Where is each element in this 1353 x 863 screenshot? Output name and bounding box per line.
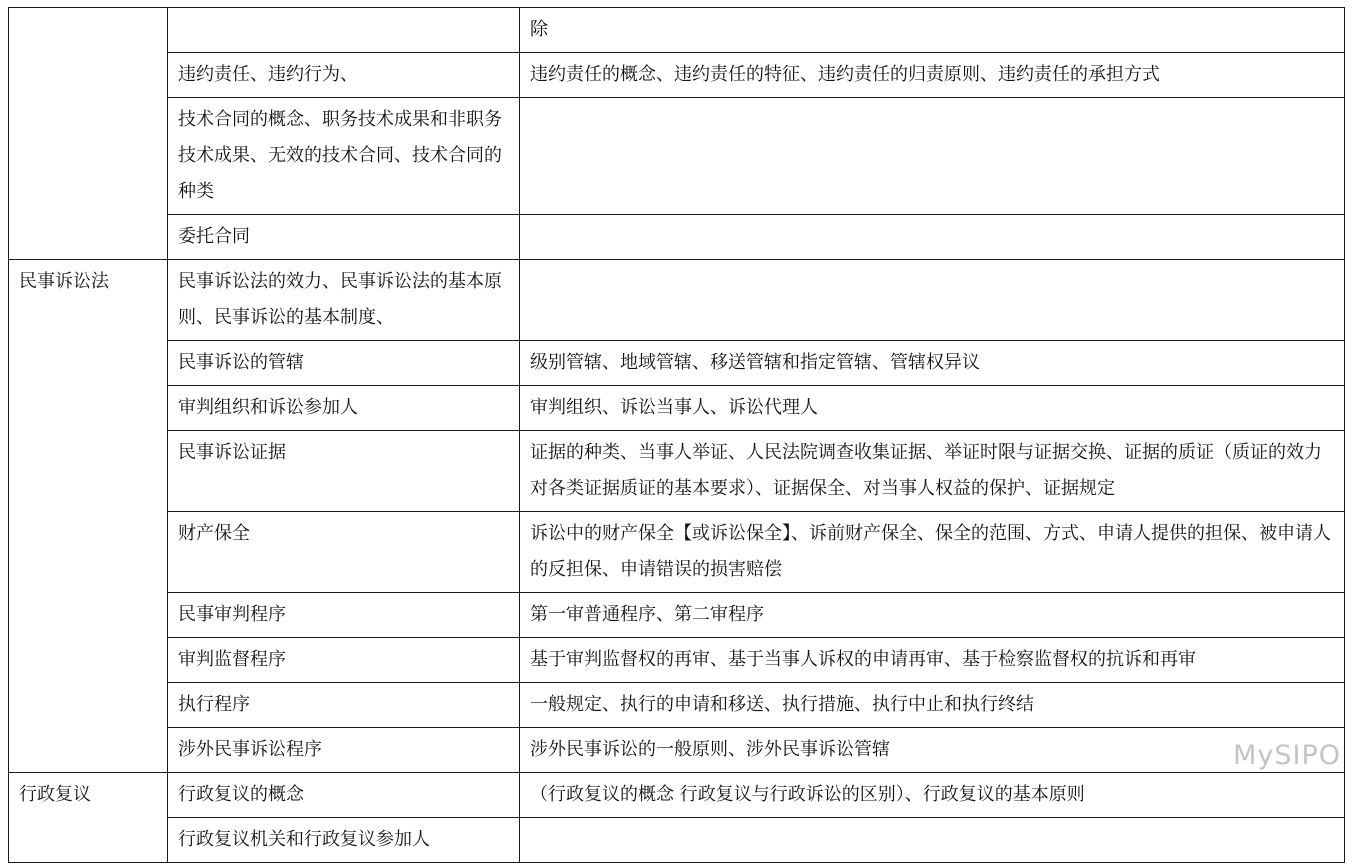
section-cell <box>9 683 168 728</box>
table-row <box>9 341 1345 386</box>
table-row <box>9 98 1345 215</box>
section-cell <box>9 8 168 53</box>
section-cell <box>9 341 168 386</box>
section-cell <box>9 818 168 863</box>
topic-cell: 行政复议机关和行政复议参加人 <box>168 818 520 863</box>
topic-cell: 审判组织和诉讼参加人 <box>168 386 520 431</box>
content-cell: 一般规定、执行的申请和移送、执行措施、执行中止和执行终结 <box>520 683 1345 728</box>
content-cell: 涉外民事诉讼的一般原则、涉外民事诉讼管辖 <box>520 728 1345 773</box>
table-row <box>9 215 1345 260</box>
content-cell: 违约责任的概念、违约责任的特征、违约责任的归责原则、违约责任的承担方式 <box>520 53 1345 98</box>
topic-cell <box>168 8 520 53</box>
section-cell <box>9 98 168 215</box>
topic-cell: 技术合同的概念、职务技术成果和非职务技术成果、无效的技术合同、技术合同的种类 <box>168 98 520 215</box>
content-cell: 诉讼中的财产保全【或诉讼保全】、诉前财产保全、保全的范围、方式、申请人提供的担保、被申请人的反担保、申请错误的损害赔偿 <box>520 512 1345 593</box>
section-cell: 行政复议 <box>9 773 168 818</box>
content-cell: （行政复议的概念 行政复议与行政诉讼的区别）、行政复议的基本原则 <box>520 773 1345 818</box>
section-cell <box>9 53 168 98</box>
section-cell <box>9 512 168 593</box>
content-cell <box>520 260 1345 341</box>
content-cell: 证据的种类、当事人举证、人民法院调查收集证据、举证时限与证据交换、证据的质证（质证的效力 对各类证据质证的基本要求）、证据保全、对当事人权益的保护、证据规定 <box>520 431 1345 512</box>
topic-cell: 民事诉讼证据 <box>168 431 520 512</box>
content-cell <box>520 818 1345 863</box>
table-row <box>9 260 1345 341</box>
table-row <box>9 431 1345 512</box>
section-cell <box>9 215 168 260</box>
content-cell: 审判组织、诉讼当事人、诉讼代理人 <box>520 386 1345 431</box>
topic-cell: 民事审判程序 <box>168 593 520 638</box>
section-cell: 民事诉讼法 <box>9 260 168 341</box>
content-cell <box>520 98 1345 215</box>
section-cell <box>9 593 168 638</box>
content-cell: 除 <box>520 8 1345 53</box>
table-row <box>9 773 1345 818</box>
section-cell <box>9 728 168 773</box>
topic-cell: 涉外民事诉讼程序 <box>168 728 520 773</box>
table-row <box>9 53 1345 98</box>
section-cell <box>9 386 168 431</box>
topic-cell: 财产保全 <box>168 512 520 593</box>
table-row <box>9 818 1345 863</box>
topic-cell: 行政复议的概念 <box>168 773 520 818</box>
table-row <box>9 728 1345 773</box>
table-row <box>9 8 1345 53</box>
table-row <box>9 512 1345 593</box>
watermark-logo: MySIPO <box>1233 740 1341 771</box>
topic-cell: 委托合同 <box>168 215 520 260</box>
content-cell: 基于审判监督权的再审、基于当事人诉权的申请再审、基于检察监督权的抗诉和再审 <box>520 638 1345 683</box>
content-cell: 第一审普通程序、第二审程序 <box>520 593 1345 638</box>
table-row <box>9 386 1345 431</box>
section-cell <box>9 431 168 512</box>
section-cell <box>9 638 168 683</box>
topic-cell: 民事诉讼的管辖 <box>168 341 520 386</box>
table-row <box>9 593 1345 638</box>
table-row <box>9 638 1345 683</box>
topic-cell: 审判监督程序 <box>168 638 520 683</box>
syllabus-table <box>8 7 1345 863</box>
topic-cell: 民事诉讼法的效力、民事诉讼法的基本原则、民事诉讼的基本制度、 <box>168 260 520 341</box>
table-row <box>9 683 1345 728</box>
topic-cell: 违约责任、违约行为、 <box>168 53 520 98</box>
topic-cell: 执行程序 <box>168 683 520 728</box>
content-cell <box>520 215 1345 260</box>
content-cell: 级别管辖、地域管辖、移送管辖和指定管辖、管辖权异议 <box>520 341 1345 386</box>
